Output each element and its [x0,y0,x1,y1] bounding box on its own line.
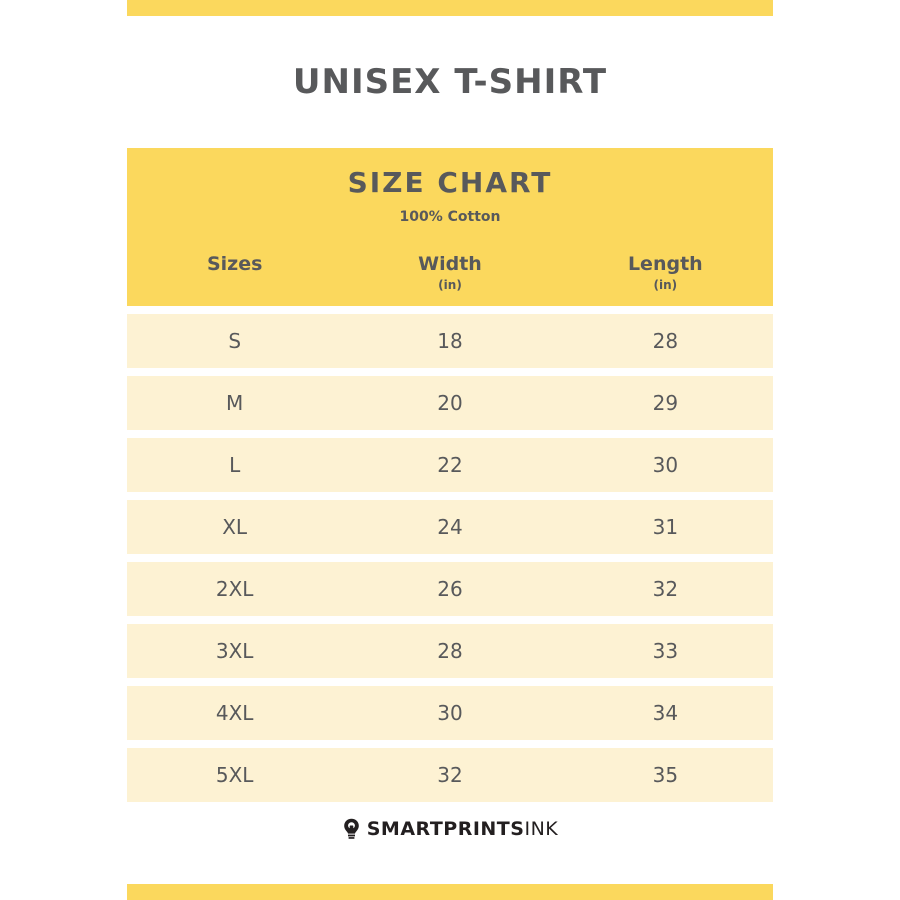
lightbulb-icon [342,818,361,840]
table-row [127,376,773,430]
row-spacer [127,616,773,624]
cell-length: 30 [558,438,773,492]
size-table-head [127,241,773,306]
size-table-body [127,306,773,802]
row-spacer [127,306,773,314]
brand-name [367,818,559,840]
page-title: UNISEX T-SHIRT [292,62,608,102]
cell-width: 24 [342,500,557,554]
cell-size: L [127,438,342,492]
cell-length: 29 [558,376,773,430]
cell-size: M [127,376,342,430]
cell-size: 4XL [127,686,342,740]
column-header-width-unit: (in) [438,278,462,292]
table-header-row [127,241,773,306]
cell-size: S [127,314,342,368]
cell-length: 33 [558,624,773,678]
cell-width: 30 [342,686,557,740]
chart-header-title: SIZE CHART [347,166,553,199]
top-accent-bar [127,0,773,16]
footer-brand [0,818,900,840]
table-row [127,748,773,802]
cell-size: 3XL [127,624,342,678]
cell-length: 31 [558,500,773,554]
chart-header-subtitle: 100% Cotton [399,209,501,225]
row-spacer [127,554,773,562]
cell-width: 20 [342,376,557,430]
column-header-length [558,241,773,306]
cell-width: 22 [342,438,557,492]
column-header-width-label: Width [418,253,482,275]
size-chart-block [127,148,773,802]
column-header-length-label: Length [627,253,703,275]
table-row [127,562,773,616]
cell-width: 18 [342,314,557,368]
column-header-sizes [127,241,342,306]
chart-header [127,148,773,241]
table-row [127,686,773,740]
table-row [127,624,773,678]
table-row [127,500,773,554]
cell-size: XL [127,500,342,554]
cell-width: 32 [342,748,557,802]
row-spacer [127,678,773,686]
column-header-width [342,241,557,306]
cell-length: 32 [558,562,773,616]
cell-length: 28 [558,314,773,368]
row-spacer [127,492,773,500]
row-spacer [127,430,773,438]
row-spacer [127,368,773,376]
brand-name-bold: SMARTPRINTS [366,818,525,840]
column-header-length-unit: (in) [653,278,678,292]
cell-length: 34 [558,686,773,740]
cell-length: 35 [558,748,773,802]
column-header-sizes-label: Sizes [206,253,263,275]
table-row [127,314,773,368]
table-row [127,438,773,492]
cell-width: 26 [342,562,557,616]
cell-size: 5XL [127,748,342,802]
size-table [127,241,773,802]
brand-name-light: INK [524,818,559,840]
cell-size: 2XL [127,562,342,616]
bottom-accent-bar [127,884,773,900]
row-spacer [127,740,773,748]
cell-width: 28 [342,624,557,678]
